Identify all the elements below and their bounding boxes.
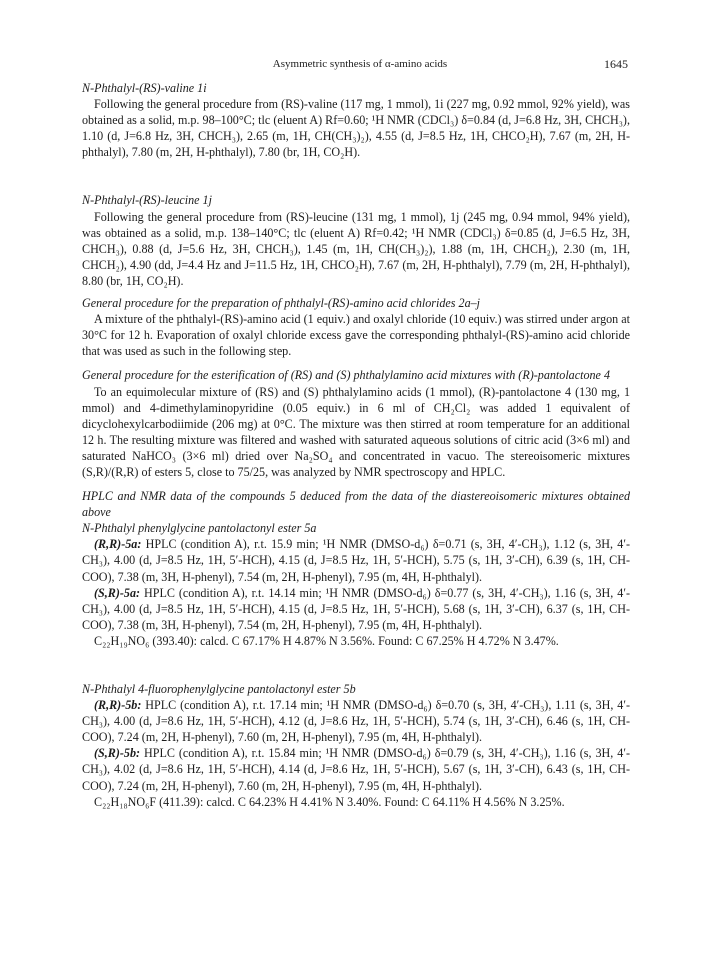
data-entry-text: HPLC (condition A), r.t. 15.84 min; ¹H NMR (DMSO-d₆) δ=0.79 (s, 3H, 4′-CH₃), 1.16 (s, 3H, 4′-CH₃), 4.02 (d, J=8.6 Hz, 1H, 5′-HCH), 4.14 (d, J=8.6 Hz, 1H, 5′-HCH), 5.67 (s, 1H, 3′-CH), 6.43 (s, 1H, CH-COO), 7.24 (m, 2H, H-phenyl), 7.60 (m, 2H, H-phenyl), 7.95 (m, 4H, H-phthalyl). <box>82 746 630 793</box>
data-entry-rr <box>82 697 630 745</box>
stereo-label: (S,R)-5a: <box>94 585 141 600</box>
section-paragraph: Following the general procedure from (RS)-valine (117 mg, 1 mmol), 1i (227 mg, 0.92 mmol, 92% yield), was obtained as a solid, m.p. 98–100°C; tlc (eluent A) Rf=0.60; ¹H NMR (CDCl₃) δ=0.84 (d, J=6.8 Hz, 3H, CHCH₃), 1.10 (d, J=6.8 Hz, 3H, CHCH₃), 2.65 (m, 1H, CH(CH₃)₂), 4.55 (d, J=8.5 Hz, 1H, CHCO₂H), 7.67 (m, 2H, H-phthalyl), 7.80 (m, 2H, H-phthalyl), 7.80 (br, 1H, CO₂H). <box>82 97 630 160</box>
section-heading: N-Phthalyl-(RS)-valine 1i <box>82 81 207 95</box>
section-heading: N-Phthalyl 4-fluorophenylglycine pantolactonyl ester 5b <box>82 682 356 696</box>
data-entry-sr <box>82 585 630 633</box>
section-heading: N-Phthalyl-(RS)-leucine 1j <box>82 193 212 208</box>
data-entry-sr <box>82 745 630 793</box>
section-heading: General procedure for the preparation of phthalyl-(RS)-amino acid chlorides 2a–j <box>82 296 481 311</box>
section-heading: N-Phthalyl phenylglycine pantolactonyl ester 5a <box>82 521 317 536</box>
stereo-label: (R,R)-5b: <box>94 698 142 713</box>
elemental-analysis: C₂₂H₁₈NO₆F (411.39): calcd. C 64.23% H 4.41% N 3.40%. Found: C 64.11% H 4.56% N 3.25%. <box>94 794 565 809</box>
data-entry-text: HPLC (condition A), r.t. 17.14 min; ¹H NMR (DMSO-d₆) δ=0.70 (s, 3H, 4′-CH₃), 1.11 (s, 3H, 4′-CH₃), 4.00 (d, J=8.6 Hz, 1H, 5′-HCH), 4.12 (d, J=8.6 Hz, 1H, 5′-HCH), 5.74 (s, 1H, 3′-CH), 6.46 (s, 1H, CH-COO), 7.24 (m, 2H, H-phenyl), 7.60 (m, 2H, H-phenyl), 7.95 (m, 4H, H-phthalyl). <box>82 698 630 745</box>
data-entry-text: HPLC (condition A), r.t. 14.14 min; ¹H NMR (DMSO-d₆) δ=0.77 (s, 3H, 4′-CH₃), 1.16 (s, 3H, 4′-CH₃), 4.00 (d, J=8.5 Hz, 1H, 5′-HCH), 4.15 (d, J=8.5 Hz, 1H, 5′-HCH), 5.68 (s, 1H, 3′-CH), 6.37 (s, 1H, CH-COO), 7.38 (m, 3H, H-phenyl), 7.54 (m, 2H, H-phenyl), 7.95 (m, 4H, H-phthalyl). <box>82 585 630 632</box>
article-body <box>82 80 630 810</box>
page-number: 1645 <box>604 57 628 71</box>
section-leucine <box>82 192 630 289</box>
running-title: Asymmetric synthesis of α-amino acids <box>272 58 448 70</box>
section-acid-chlorides <box>82 295 630 359</box>
section-paragraph: A mixture of the phthalyl-(RS)-amino acid (1 equiv.) and oxalyl chloride (10 equiv.) was stirred under argon at 30°C for 12 h. Evaporation of oxalyl chloride excess gave the corresponding phthalyl-(RS)-amino acid chloride that was used as such in the following step. <box>82 312 630 359</box>
section-esterification <box>82 367 630 480</box>
section-heading: HPLC and NMR data of the compounds 5 deduced from the data of the diastereoisomeric mixtures obtained above <box>82 489 630 520</box>
section-heading: General procedure for the esterification of (RS) and (S) phthalylamino acid mixtures with (R)-pantolactone 4 <box>82 368 610 383</box>
section-hplc-nmr-intro <box>82 488 630 520</box>
section-paragraph: To an equimolecular mixture of (RS) and (S) phthalylamino acids (1 mmol), (R)-pantolactone 4 (130 mg, 1 mmol) and 4-dimethylaminopyridine (0.05 equiv.) in 6 ml of CH₂Cl₂ was added 1 equivalent of dicyclohexylcarbodiimide (206 mg) at 0°C. The mixture was then stirred at room temperature for an additional 12 h. The resulting mixture was filtered and washed with saturated aqueous solutions of citric acid (3×6 ml) and saturated NaHCO₃ (3×6 ml) dried over Na₂SO₄ and concentrated in vacuo. The stereoisomeric mixtures (S,R)/(R,R) of esters 5, close to 75/25, was analyzed by NMR spectroscopy and HPLC. <box>82 384 630 479</box>
stereo-label: (R,R)-5a: <box>94 537 142 552</box>
section-valine <box>82 80 630 160</box>
stereo-label: (S,R)-5b: <box>94 746 141 761</box>
section-compound-5b <box>82 681 630 810</box>
section-paragraph: Following the general procedure from (RS)-leucine (131 mg, 1 mmol), 1j (245 mg, 0.94 mmol, 94% yield), was obtained as a solid, m.p. 138–140°C; tlc (eluent A) Rf=0.42; ¹H NMR (CDCl₃) δ=0.85 (d, J=6.5 Hz, 3H, CHCH₃), 0.88 (d, J=5.6 Hz, 3H, CHCH₃), 1.45 (m, 1H, CH(CH₃)₂), 1.88 (m, 1H, CHCH₂), 2.30 (m, 1H, CHCH₂), 4.90 (dd, J=4.4 Hz and J=11.5 Hz, 1H, CHCO₂H), 7.67 (m, 2H, H-phthalyl), 7.79 (m, 2H, H-phthalyl), 8.80 (br, 1H, CO₂H). <box>82 209 630 288</box>
section-compound-5a <box>82 520 630 649</box>
data-entry-rr <box>82 536 630 584</box>
running-head <box>0 55 720 73</box>
elemental-analysis: C₂₂H₁₉NO₆ (393.40): calcd. C 67.17% H 4.87% N 3.56%. Found: C 67.25% H 4.72% N 3.47%. <box>94 633 559 648</box>
data-entry-text: HPLC (condition A), r.t. 15.9 min; ¹H NMR (DMSO-d₆) δ=0.71 (s, 3H, 4′-CH₃), 1.12 (s, 3H, 4′-CH₃), 4.00 (d, J=8.5 Hz, 1H, 5′-HCH), 4.15 (d, J=8.5 Hz, 1H, 5′-HCH), 5.75 (s, 1H, 3′-CH), 6.39 (s, 1H, CH-COO), 7.38 (m, 3H, H-phenyl), 7.54 (m, 2H, H-phenyl), 7.95 (m, 4H, H-phthalyl). <box>82 537 630 584</box>
